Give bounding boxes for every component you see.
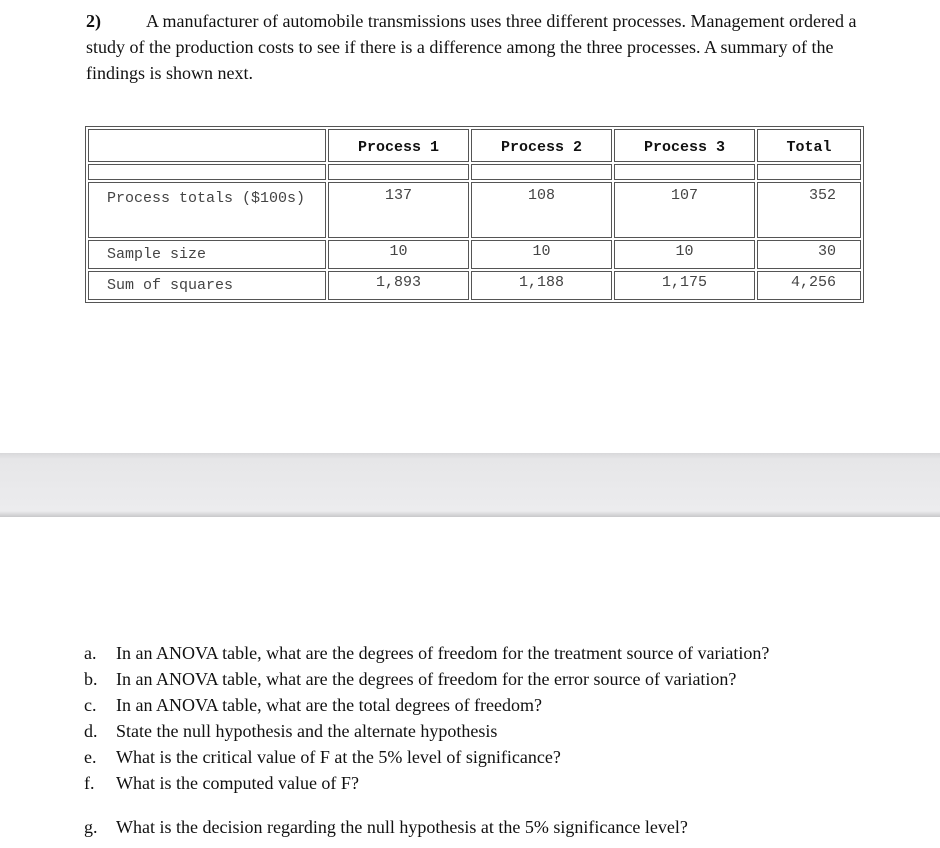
cell-total: 4,256 xyxy=(757,271,861,300)
cell-total: 352 xyxy=(757,182,861,238)
problem-number: 2) xyxy=(86,11,101,31)
question-item xyxy=(80,744,920,770)
question-marker: d. xyxy=(84,721,98,741)
question-item xyxy=(80,718,920,744)
cell-total: 30 xyxy=(757,240,861,269)
table-row xyxy=(88,240,861,269)
table-row xyxy=(88,182,861,238)
row-label-sample-size: Sample size xyxy=(88,240,326,269)
question-text: What is the computed value of F? xyxy=(116,773,359,793)
cell-value: 10 xyxy=(328,240,469,269)
problem-text: A manufacturer of automobile transmissions uses three different processes. Management ordered a study of the production costs to see if there is a difference among the three processes. A summary of the findings is shown next. xyxy=(86,11,857,83)
cell-value: 108 xyxy=(471,182,612,238)
question-text: What is the decision regarding the null hypothesis at the 5% significance level? xyxy=(116,817,688,837)
question-text: State the null hypothesis and the alternate hypothesis xyxy=(116,721,498,741)
question-text: In an ANOVA table, what are the degrees of freedom for the error source of variation? xyxy=(116,669,737,689)
header-process-2: Process 2 xyxy=(471,129,612,162)
question-item xyxy=(80,666,920,692)
cell-value: 137 xyxy=(328,182,469,238)
cell-value: 1,175 xyxy=(614,271,755,300)
question-item xyxy=(80,770,920,796)
header-process-3: Process 3 xyxy=(614,129,755,162)
question-text: What is the critical value of F at the 5% level of significance? xyxy=(116,747,561,767)
question-item xyxy=(80,640,920,666)
cell-value: 10 xyxy=(614,240,755,269)
problem-statement xyxy=(86,8,886,86)
cell-value: 10 xyxy=(471,240,612,269)
header-process-1: Process 1 xyxy=(328,129,469,162)
row-label-process-totals: Process totals ($100s) xyxy=(88,182,326,238)
findings-table xyxy=(85,126,864,303)
question-marker: f. xyxy=(84,773,95,793)
question-marker: b. xyxy=(84,669,98,689)
question-marker: e. xyxy=(84,747,97,767)
question-item xyxy=(80,814,920,840)
question-text: In an ANOVA table, what are the total degrees of freedom? xyxy=(116,695,543,715)
question-list xyxy=(80,640,920,840)
question-marker: c. xyxy=(84,695,97,715)
question-item xyxy=(80,692,920,718)
table-row xyxy=(88,271,861,300)
cell-value: 1,188 xyxy=(471,271,612,300)
cell-value: 107 xyxy=(614,182,755,238)
question-marker: g. xyxy=(84,817,98,837)
table-header-row xyxy=(88,129,861,162)
page-divider-band xyxy=(0,453,940,517)
question-marker: a. xyxy=(84,643,97,663)
question-text: In an ANOVA table, what are the degrees of freedom for the treatment source of variation? xyxy=(116,643,770,663)
header-total: Total xyxy=(757,129,861,162)
cell-value: 1,893 xyxy=(328,271,469,300)
table-spacer-row xyxy=(88,164,861,180)
row-label-sum-of-squares: Sum of squares xyxy=(88,271,326,300)
header-cell-empty xyxy=(88,129,326,162)
